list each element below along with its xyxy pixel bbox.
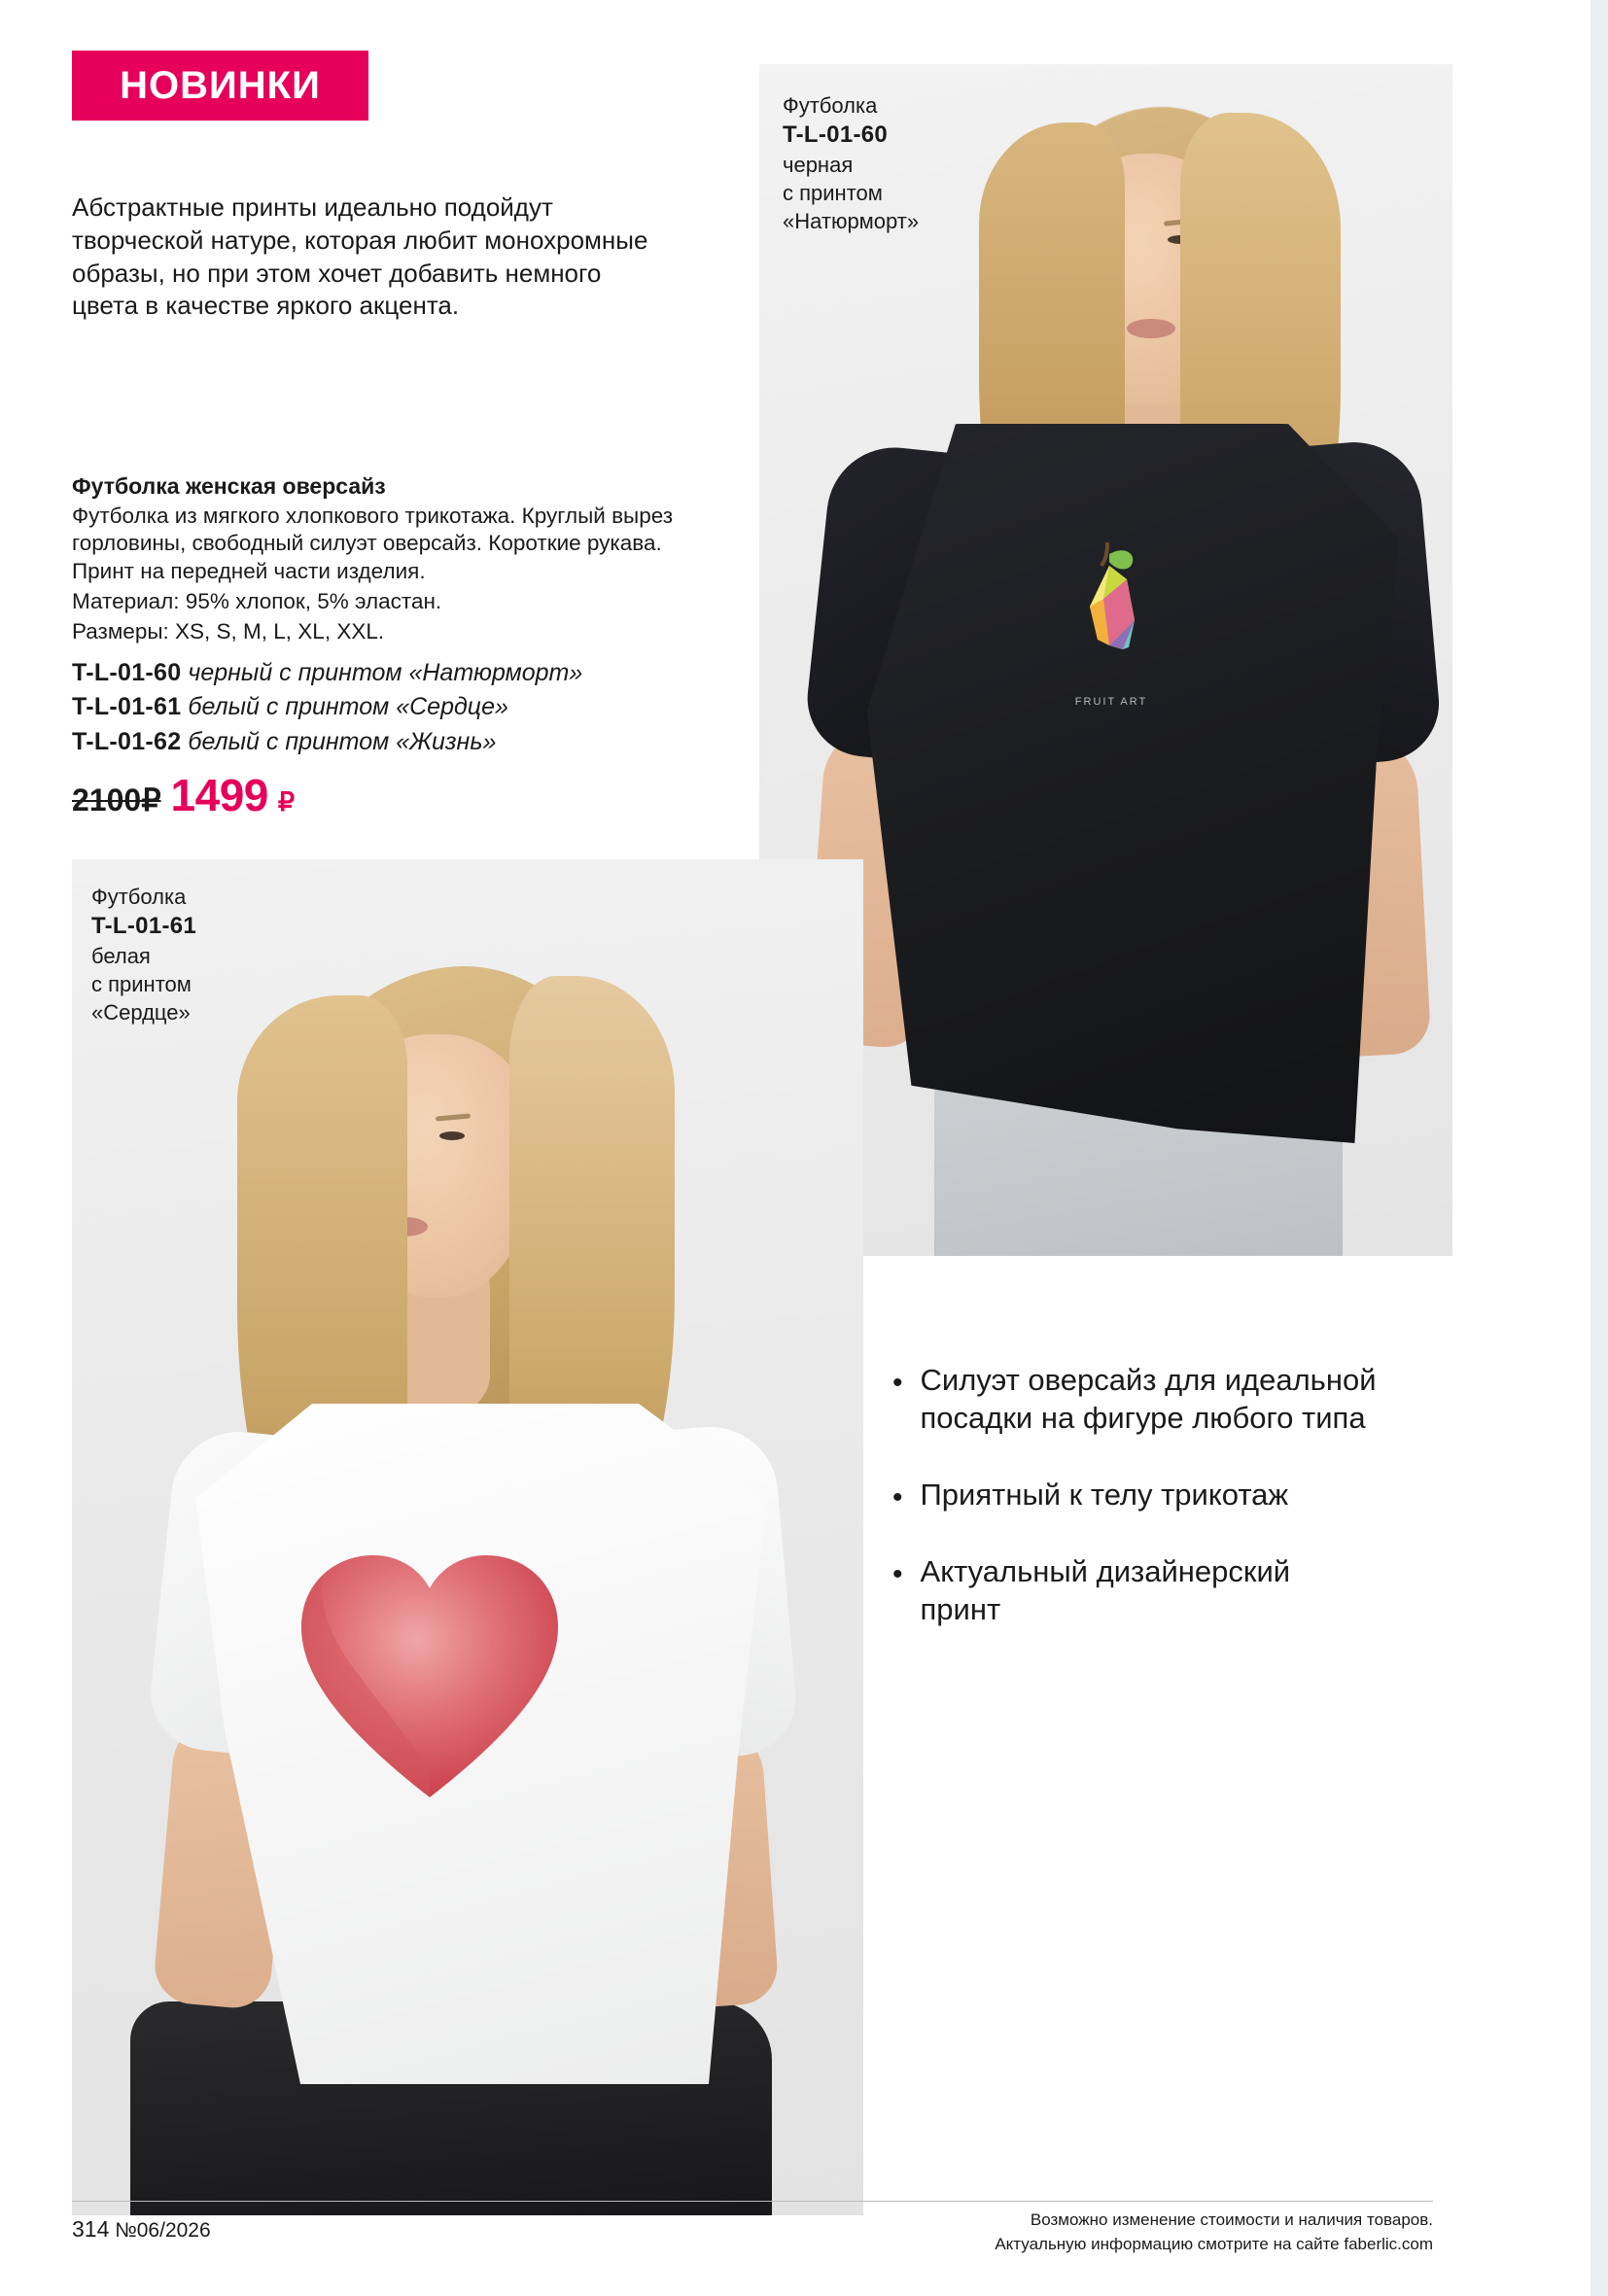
bullet-dot-icon: • (892, 1367, 903, 1399)
footer-divider (72, 2201, 1433, 2202)
variant-row (72, 725, 704, 760)
intro-paragraph: Абстрактные принты идеально подойдут творческой натуре, которая любит монохромные образы, но при этом хочет добавить немного цвета в качестве яркого акцента. (72, 192, 648, 321)
caption-line-print-name: «Сердце» (91, 999, 191, 1025)
issue-number: №06/2026 (115, 2219, 211, 2242)
variant-name: белый с принтом «Жизнь» (188, 727, 497, 755)
bullet-dot-icon: • (892, 1558, 903, 1591)
variant-code: T-L-01-60 (72, 658, 182, 686)
caption-line-print: с принтом (783, 180, 883, 205)
product-description-block (72, 473, 704, 821)
variant-code: T-L-01-62 (72, 727, 182, 755)
photo-white-tee (72, 859, 863, 2215)
caption-line-product: Футболка (91, 885, 187, 909)
variant-name: черный с принтом «Натюрморт» (188, 658, 583, 686)
feature-item (892, 1361, 1379, 1437)
footer-disclaimer (830, 2209, 1433, 2256)
feature-text: Актуальный дизайнерский принт (920, 1554, 1291, 1627)
page-edge-strip (1591, 0, 1608, 2296)
product-description: Футболка из мягкого хлопкового трикотажа. Круглый вырез горловины, свободный силуэт оверсайз. Короткие рукава. Принт на передней части изделия. (72, 504, 674, 583)
pear-print-icon (1051, 531, 1168, 686)
product-sizes: Размеры: XS, S, M, L, XL, XXL. (72, 619, 385, 644)
photo-white-tee-caption (91, 883, 196, 1026)
variant-row (72, 656, 704, 691)
photo-black-tee-caption (783, 91, 919, 235)
feature-item (892, 1476, 1379, 1513)
heart-print-icon (284, 1530, 576, 1822)
caption-line-print: с принтом (91, 971, 192, 996)
new-badge (72, 51, 368, 121)
variant-row (72, 690, 704, 725)
new-badge-label: НОВИНКИ (120, 63, 321, 107)
feature-item (892, 1552, 1379, 1628)
disclaimer-line-1: Возможно изменение стоимости и наличия товаров. (1030, 2210, 1433, 2229)
product-material: Материал: 95% хлопок, 5% эластан. (72, 589, 442, 614)
print-caption: FRUIT ART (1074, 696, 1148, 708)
caption-line-product: Футболка (783, 93, 878, 118)
feature-text: Приятный к телу трикотаж (920, 1478, 1289, 1513)
feature-text: Силуэт оверсайз для идеальной посадки на фигуре любого типа (920, 1363, 1377, 1436)
caption-line-color: белая (91, 943, 151, 968)
price-block (72, 769, 704, 821)
bullet-dot-icon: • (892, 1481, 903, 1514)
footer-page-info (72, 2216, 211, 2243)
caption-code: T-L-01-60 (783, 122, 889, 149)
disclaimer-line-2: Актуальную информацию смотрите на сайте faberlic.com (995, 2234, 1433, 2253)
feature-list (892, 1361, 1379, 1667)
old-price: 2100₽ (72, 783, 161, 818)
new-price: 1499 (170, 770, 268, 821)
variant-name: белый с принтом «Сердце» (188, 693, 508, 721)
caption-line-print-name: «Натюрморт» (783, 208, 920, 233)
caption-code: T-L-01-61 (91, 913, 197, 940)
page-number: 314 (72, 2216, 110, 2242)
caption-line-color: черная (783, 152, 854, 177)
currency-symbol: ₽ (277, 787, 296, 818)
variant-code: T-L-01-61 (72, 693, 182, 721)
product-title: Футболка женская оверсайз (72, 473, 386, 499)
variant-list (72, 656, 704, 760)
